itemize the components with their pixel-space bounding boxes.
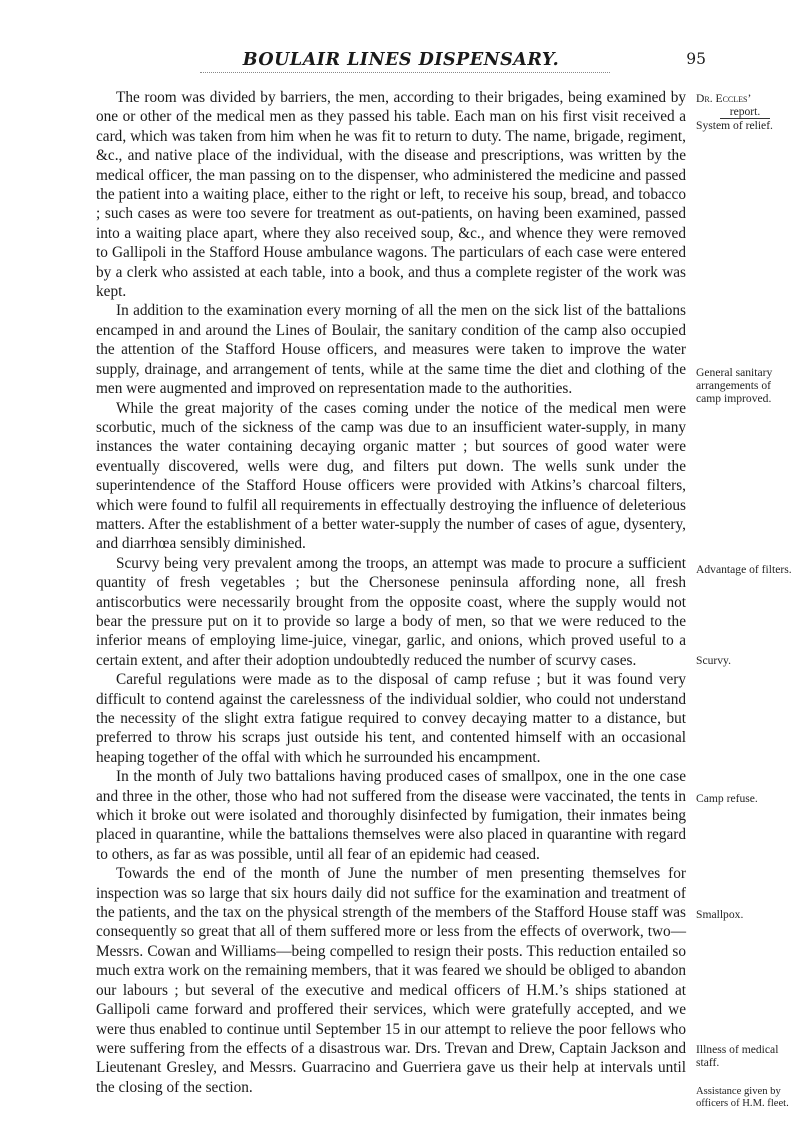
page-number: 95: [686, 50, 706, 68]
margin-note-eccles-report: report.: [720, 105, 770, 119]
margin-note-camp-refuse: Camp refuse.: [696, 792, 758, 805]
paragraph-3: While the great majority of the cases coming under the notice of the medical men were scorbutic, much of the sickness of the camp was due to an insufficient water-supply, in many instances the water containing decaying organic matter ; but sources of good water were eventually discovered, wells were dug, and filters put down. The wells sunk under the superintendence of the Stafford House officers were provided with Atkins’s charcoal filters, which were found to fulfil all requirements in effectually destroying the influence of deleterious matters. After the establishment of a better water-supply the number of cases of ague, dysentery, and diarrhœa sensibly diminished.: [96, 399, 686, 553]
running-head: [96, 50, 706, 74]
margin-note-scurvy: Scurvy.: [696, 654, 731, 667]
margin-note-filters: Advantage of filters.: [696, 563, 792, 576]
header-rule: [200, 72, 610, 73]
margin-note-sanitary: General sanitary arrangements of camp improved.: [696, 366, 773, 405]
margin-note-eccles-title: Dr. Eccles’: [696, 92, 752, 105]
running-title: BOULAIR LINES DISPENSARY.: [242, 50, 560, 70]
paragraph-5: Careful regulations were made as to the disposal of camp refuse ; but it was found very difficult to contend against the carelessness of the individual soldier, who could not understand the necessity of the slight extra fatigue required to convey decaying matter to a distance, but preferred to throw his scraps just outside his tent, and contented himself with an occasional heaping together of the offal with which he surrounded his encampment.: [96, 671, 686, 766]
margin-note-assistance: Assistance given by officers of H.M. fleet.: [696, 1086, 789, 1109]
paragraph-2: In addition to the examination every morning of all the men on the sick list of the battalions encamped in and around the Lines of Boulair, the sanitary condition of the camp also occupied the attention of the Stafford House officers, and measures were taken to improve the water supply, drainage, and arrangement of tents, while at the same time the diet and clothing of the men were augmented and improved on representation made to the authorities.: [96, 302, 686, 398]
margin-note-eccles: [696, 92, 800, 132]
margin-note-illness: Illness of medical staff.: [696, 1043, 779, 1069]
body-text: [96, 88, 686, 1097]
paragraph-4: Scurvy being very prevalent among the troops, an attempt was made to procure a sufficient quantity of fresh vegetables ; but the Chersonese peninsula affording none, all fresh antiscorbutics were necessarily brought from the opposite coast, where the supply would not bear the pressure put on it to provide so large a body of men, so that we were reduced to the inferior means of employing lime-juice, vinegar, garlic, and onions, which proved useful to a certain extent, and after their adoption undoubtedly reduced the number of scurvy cases.: [96, 554, 686, 669]
paragraph-1: The room was divided by barriers, the men, according to their brigades, being examined by one or other of the medical men as they passed his table. Each man on his first visit received a card, which was taken from him when he was fit to return to duty. The name, brigade, regiment, &c., and native place of the individual, with the disease and prescriptions, was written by the medical officer, the man passing on to the dispenser, who administered the medicine and passed the patient into a waiting place, either to the right or left, to receive his soup, bread, and tobacco ; such cases as were too severe for treatment as out-patients, on having been examined, passed into a waiting place apart, where they also received soup, &c., and whence they were removed to Gallipoli in the Stafford House ambulance wagons. The particulars of each case were entered by a clerk who assisted at each table, into a book, and thus a complete register of the work was kept.: [96, 89, 686, 301]
margin-note-smallpox: Smallpox.: [696, 908, 744, 921]
paragraph-7: Towards the end of the month of June the number of men presenting themselves for inspection was so large that six hours daily did not suffice for the examination and treatment of the patients, and the tax on the physical strength of the members of the Stafford House staff was consequently so great that all of them suffered more or less from the effects of overwork, two—Messrs. Cowan and Williams—being compelled to resign their posts. This reduction entailed so much extra work on the remaining members, that it was feared we should be obliged to abandon our labours ; but several of the executive and medical officers of H.M.’s ships stationed at Gallipoli came forward and proffered their services, which were gratefully accepted, and we were thus enabled to continue until September 15 in our attempt to relieve the poor fellows who were suffering from the effects of a disastrous war. Drs. Trevan and Drew, Captain Jackson and Lieutenant Gresley, and Messrs. Guarracino and Guerriera gave us their help at intervals until the closing of the section.: [96, 865, 686, 1096]
paragraph-6: In the month of July two battalions having produced cases of smallpox, one in the one case and three in the other, those who had not suffered from the disease were vaccinated, the tents in which it broke out were isolated and thoroughly disinfected by fumigation, their inmates being placed in quarantine, while the battalions themselves were also placed in quarantine with regard to others, as far as was possible, until all fear of an epidemic had ceased.: [96, 768, 686, 863]
margin-note-eccles-system: System of relief.: [696, 119, 773, 132]
